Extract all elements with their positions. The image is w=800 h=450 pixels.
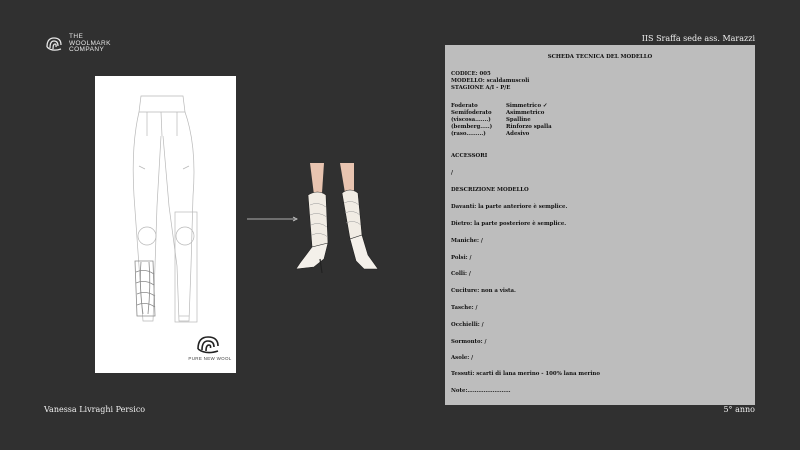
accessori-value: / xyxy=(451,170,453,176)
option-left: Semifoderato xyxy=(451,110,492,116)
accessori-label: ACCESSORI xyxy=(451,153,488,159)
author-name: Vanessa Livraghi Persico xyxy=(44,405,146,414)
field-polsi: Polsi: / xyxy=(451,255,472,261)
field-cuciture: Cuciture: non a vista. xyxy=(451,288,516,294)
logo-line: WOOLMARK xyxy=(69,39,111,47)
school-name: IIS Sraffa sede ass. Marazzi xyxy=(641,34,755,43)
logo-line: COMPANY xyxy=(69,46,105,54)
field-davanti: Davanti: la parte anteriore è semplice. xyxy=(451,204,568,210)
option-right: Simmetrico ✓ xyxy=(506,103,548,109)
field-asole: Asole: / xyxy=(451,355,474,361)
pure-new-wool-label: PURE NEW WOOL xyxy=(188,356,232,361)
field-tessuti: Tessuti: scarti di lana merino - 100% lana merino xyxy=(451,371,600,377)
stagione: STAGIONE A/I - P/E xyxy=(451,85,511,91)
codice: CODICE: 005 xyxy=(451,71,491,77)
logo-line: THE xyxy=(69,33,84,41)
option-right: Adesivo xyxy=(506,131,530,137)
field-tasche: Tasche: / xyxy=(451,305,478,311)
school-year: 5° anno xyxy=(723,405,755,414)
field-colli: Colli: / xyxy=(451,271,471,277)
option-left: (bemberg.....) xyxy=(451,124,493,130)
option-right: Asimmetrico xyxy=(506,110,545,116)
field-note: Note:…………………… xyxy=(451,388,511,394)
leg-warmer-photo xyxy=(290,163,380,273)
sheet-title: SCHEDA TECNICA DEL MODELLO xyxy=(547,54,653,60)
woolmark-wordmark xyxy=(69,34,111,54)
descrizione-label: DESCRIZIONE MODELLO xyxy=(451,187,529,193)
option-right: Spalline xyxy=(506,117,531,123)
option-left: Foderato xyxy=(451,103,478,109)
field-occhielli: Occhielli: / xyxy=(451,322,484,328)
woolmark-icon xyxy=(44,34,64,54)
option-left: (viscosa.......) xyxy=(451,117,491,123)
technical-sheet xyxy=(445,45,755,405)
woolmark-logo xyxy=(44,34,111,54)
field-sormonto: Sormonto: / xyxy=(451,339,487,345)
field-maniche: Maniche: / xyxy=(451,238,483,244)
option-left: (raso.........) xyxy=(451,131,486,137)
modello: MODELLO: scaldamuscoli xyxy=(451,78,530,84)
technical-sketch-card xyxy=(95,76,236,373)
pure-new-wool-icon xyxy=(186,331,230,355)
leg-warmer-technical-drawing xyxy=(95,76,236,373)
option-right: Rinforzo spalla xyxy=(506,124,552,130)
field-dietro: Dietro: la parte posteriore è semplice. xyxy=(451,221,567,227)
